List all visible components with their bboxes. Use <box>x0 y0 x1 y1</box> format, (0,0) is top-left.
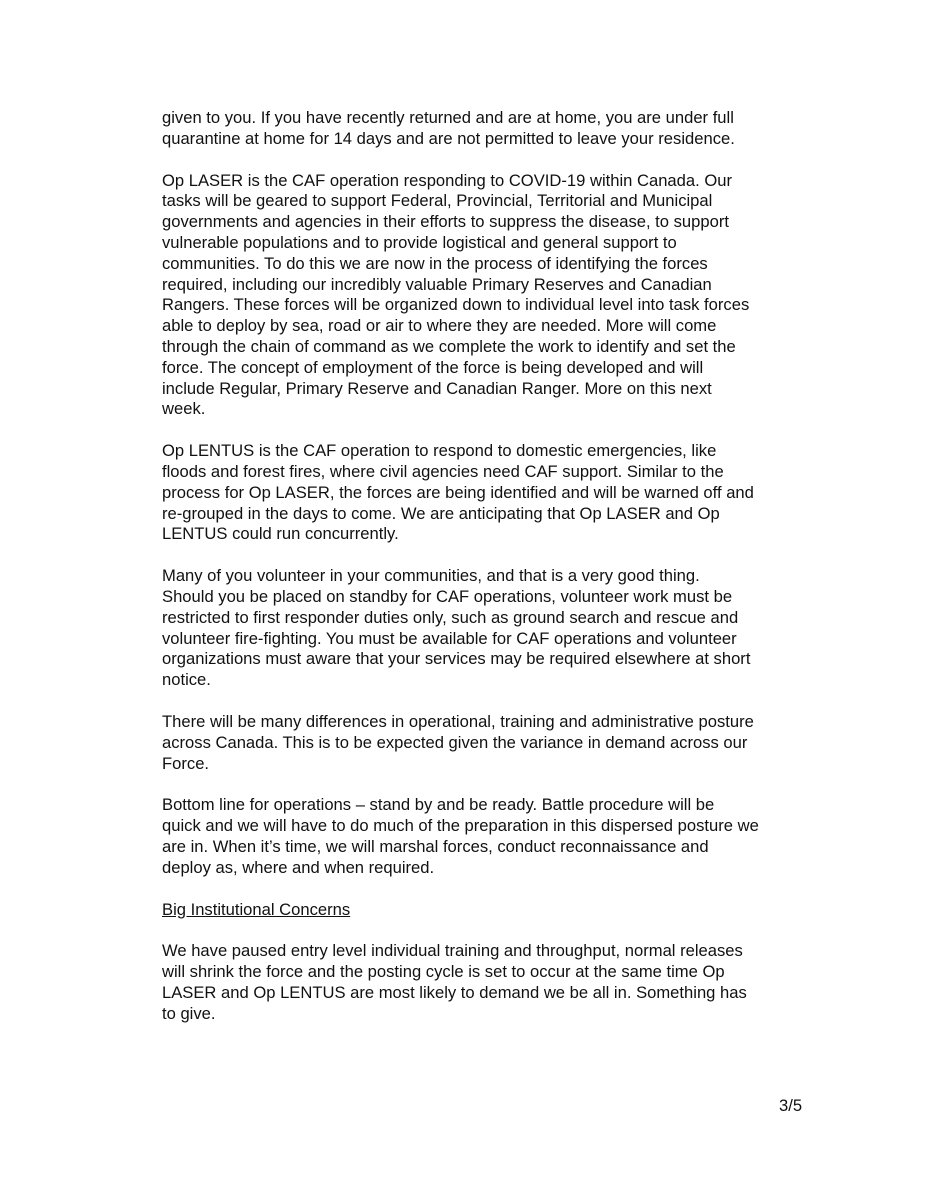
text-line: organizations must aware that your services may be required elsewhere at short <box>162 649 751 669</box>
section-heading: Big Institutional Concerns <box>162 899 351 919</box>
text-line: required, including our incredibly valuable Primary Reserves and Canadian <box>162 274 712 294</box>
document-body <box>162 108 802 1024</box>
text-line: There will be many differences in operational, training and administrative posture <box>162 711 754 731</box>
text-line: able to deploy by sea, road or air to where they are needed. More will come <box>162 316 717 336</box>
text-line: are in. When it’s time, we will marshal forces, conduct reconnaissance and <box>162 836 709 856</box>
text-line: quick and we will have to do much of the preparation in this dispersed posture we <box>162 816 759 836</box>
paragraph-institutional-concerns <box>162 941 802 1024</box>
text-line: LASER and Op LENTUS are most likely to demand we be all in. Something has <box>162 982 747 1002</box>
text-line: vulnerable populations and to provide logistical and general support to <box>162 232 677 252</box>
paragraph-quarantine <box>162 108 802 150</box>
text-line: quarantine at home for 14 days and are not permitted to leave your residence. <box>162 128 735 148</box>
text-line: Should you be placed on standby for CAF operations, volunteer work must be <box>162 586 733 606</box>
text-line: floods and forest fires, where civil agencies need CAF support. Similar to the <box>162 461 724 481</box>
text-line: volunteer fire-fighting. You must be available for CAF operations and volunteer <box>162 628 737 648</box>
text-line: through the chain of command as we complete the work to identify and set the <box>162 336 736 356</box>
text-line: across Canada. This is to be expected given the variance in demand across our <box>162 732 748 752</box>
text-line: re-grouped in the days to come. We are anticipating that Op LASER and Op <box>162 503 720 523</box>
text-line: Many of you volunteer in your communities, and that is a very good thing. <box>162 566 700 586</box>
text-line: Force. <box>162 753 210 773</box>
paragraph-op-laser <box>162 171 802 421</box>
paragraph-differences <box>162 712 802 774</box>
paragraph-op-lentus <box>162 441 802 545</box>
page-number: 3/5 <box>779 1096 803 1115</box>
text-line: Op LASER is the CAF operation responding to COVID-19 within Canada. Our <box>162 170 733 190</box>
text-line: We have paused entry level individual training and throughput, normal releases <box>162 941 743 961</box>
text-line: week. <box>162 399 206 419</box>
text-line: process for Op LASER, the forces are being identified and will be warned off and <box>162 482 754 502</box>
text-line: governments and agencies in their efforts to suppress the disease, to support <box>162 212 729 232</box>
text-line: Op LENTUS is the CAF operation to respond to domestic emergencies, like <box>162 441 717 461</box>
text-line: force. The concept of employment of the force is being developed and will <box>162 357 704 377</box>
text-line: include Regular, Primary Reserve and Canadian Ranger. More on this next <box>162 378 712 398</box>
text-line: notice. <box>162 670 211 690</box>
paragraph-volunteer <box>162 566 802 691</box>
text-line: restricted to first responder duties only, such as ground search and rescue and <box>162 607 739 627</box>
text-line: to give. <box>162 1003 216 1023</box>
text-line: communities. To do this we are now in the process of identifying the forces <box>162 253 708 273</box>
text-line: will shrink the force and the posting cycle is set to occur at the same time Op <box>162 962 725 982</box>
text-line: LENTUS could run concurrently. <box>162 524 399 544</box>
text-line: tasks will be geared to support Federal, Provincial, Territorial and Municipal <box>162 191 713 211</box>
text-line: Bottom line for operations – stand by and be ready. Battle procedure will be <box>162 795 715 815</box>
text-line: given to you. If you have recently returned and are at home, you are under full <box>162 108 734 127</box>
paragraph-bottom-line <box>162 795 802 878</box>
text-line: deploy as, where and when required. <box>162 857 435 877</box>
text-line: Rangers. These forces will be organized down to individual level into task forces <box>162 295 750 315</box>
